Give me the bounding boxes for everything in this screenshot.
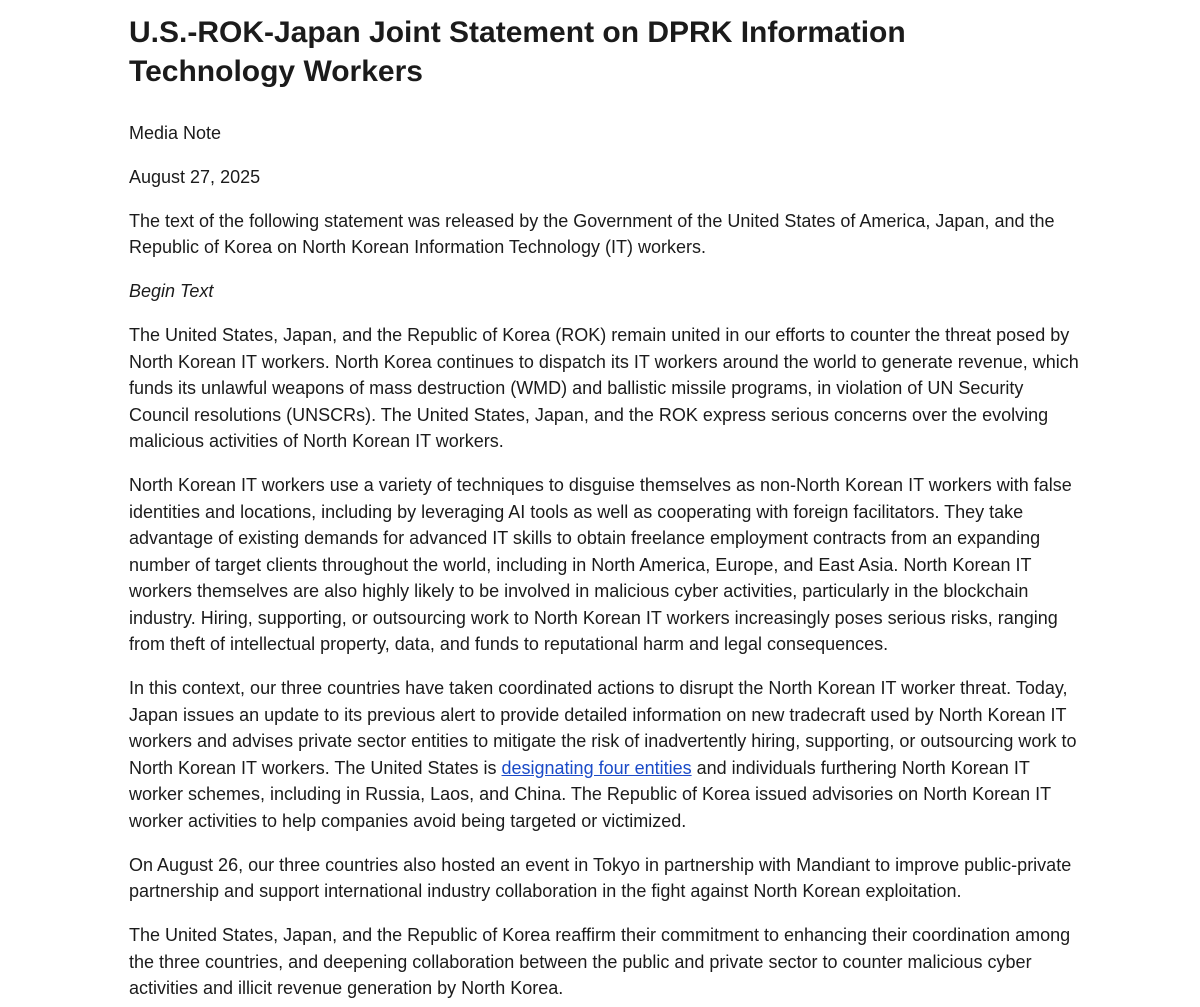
statement-article [129,13,1079,1002]
paragraph-3-text-after-link: and individuals furthering North Korean IT worker schemes, including in Russia, Laos, and China. The Republic of Korea issued advisories on North Korean IT worker activities to help companies avoid being targeted or victimized. [129,757,1051,831]
begin-text-label: Begin Text [129,281,214,301]
body-paragraph-5: The United States, Japan, and the Republic of Korea reaffirm their commitment to enhancing their coordination among the three countries, and deepening collaboration between the public and private sector to counter malicious cyber activities and illicit revenue generation by North Korea. [129,925,1071,998]
body-paragraph-2: North Korean IT workers use a variety of techniques to disguise themselves as non-North Korean IT workers with false identities and locations, including by leveraging AI tools as well as cooperating with foreign facilitators. They take advantage of existing demands for advanced IT skills to obtain freelance employment contracts from an expanding number of target clients throughout the world, including in North America, Europe, and East Asia. North Korean IT workers themselves are also highly likely to be involved in malicious cyber activities, particularly in the blockchain industry. Hiring, supporting, or outsourcing work to North Korean IT workers increasingly poses serious risks, ranging from theft of intellectual property, data, and funds to reputational harm and legal consequences. [129,475,1072,654]
designating-four-entities-link[interactable]: designating four entities [501,757,692,778]
publish-date: August 27, 2025 [129,166,261,187]
page-title: U.S.-ROK-Japan Joint Statement on DPRK Information Technology Workers [129,16,906,88]
intro-paragraph: The text of the following statement was released by the Government of the United States of America, Japan, and the Republic of Korea on North Korean Information Technology (IT) workers. [129,210,1055,257]
body-paragraph-3 [129,675,1079,834]
paragraph-3-text-before-link: In this context, our three countries have taken coordinated actions to disrupt the North Korean IT worker threat. Today, Japan issues an update to its previous alert to provide detailed information on new tradecraft used by North Korean IT workers and advises private sector entities to mitigate the risk of inadvertently hiring, supporting, or outsourcing work to North Korean IT workers. The United States is [129,678,1077,778]
body-paragraph-4: On August 26, our three countries also hosted an event in Tokyo in partnership with Mandiant to improve public-private partnership and support international industry collaboration in the fight against North Korean exploitation. [129,854,1072,901]
body-paragraph-1: The United States, Japan, and the Republic of Korea (ROK) remain united in our efforts to counter the threat posed by North Korean IT workers. North Korea continues to dispatch its IT workers around the world to generate revenue, which funds its unlawful weapons of mass destruction (WMD) and ballistic missile programs, in violation of UN Security Council resolutions (UNSCRs). The United States, Japan, and the ROK express serious concerns over the evolving malicious activities of North Korean IT workers. [129,325,1079,451]
document-type: Media Note [129,123,222,143]
